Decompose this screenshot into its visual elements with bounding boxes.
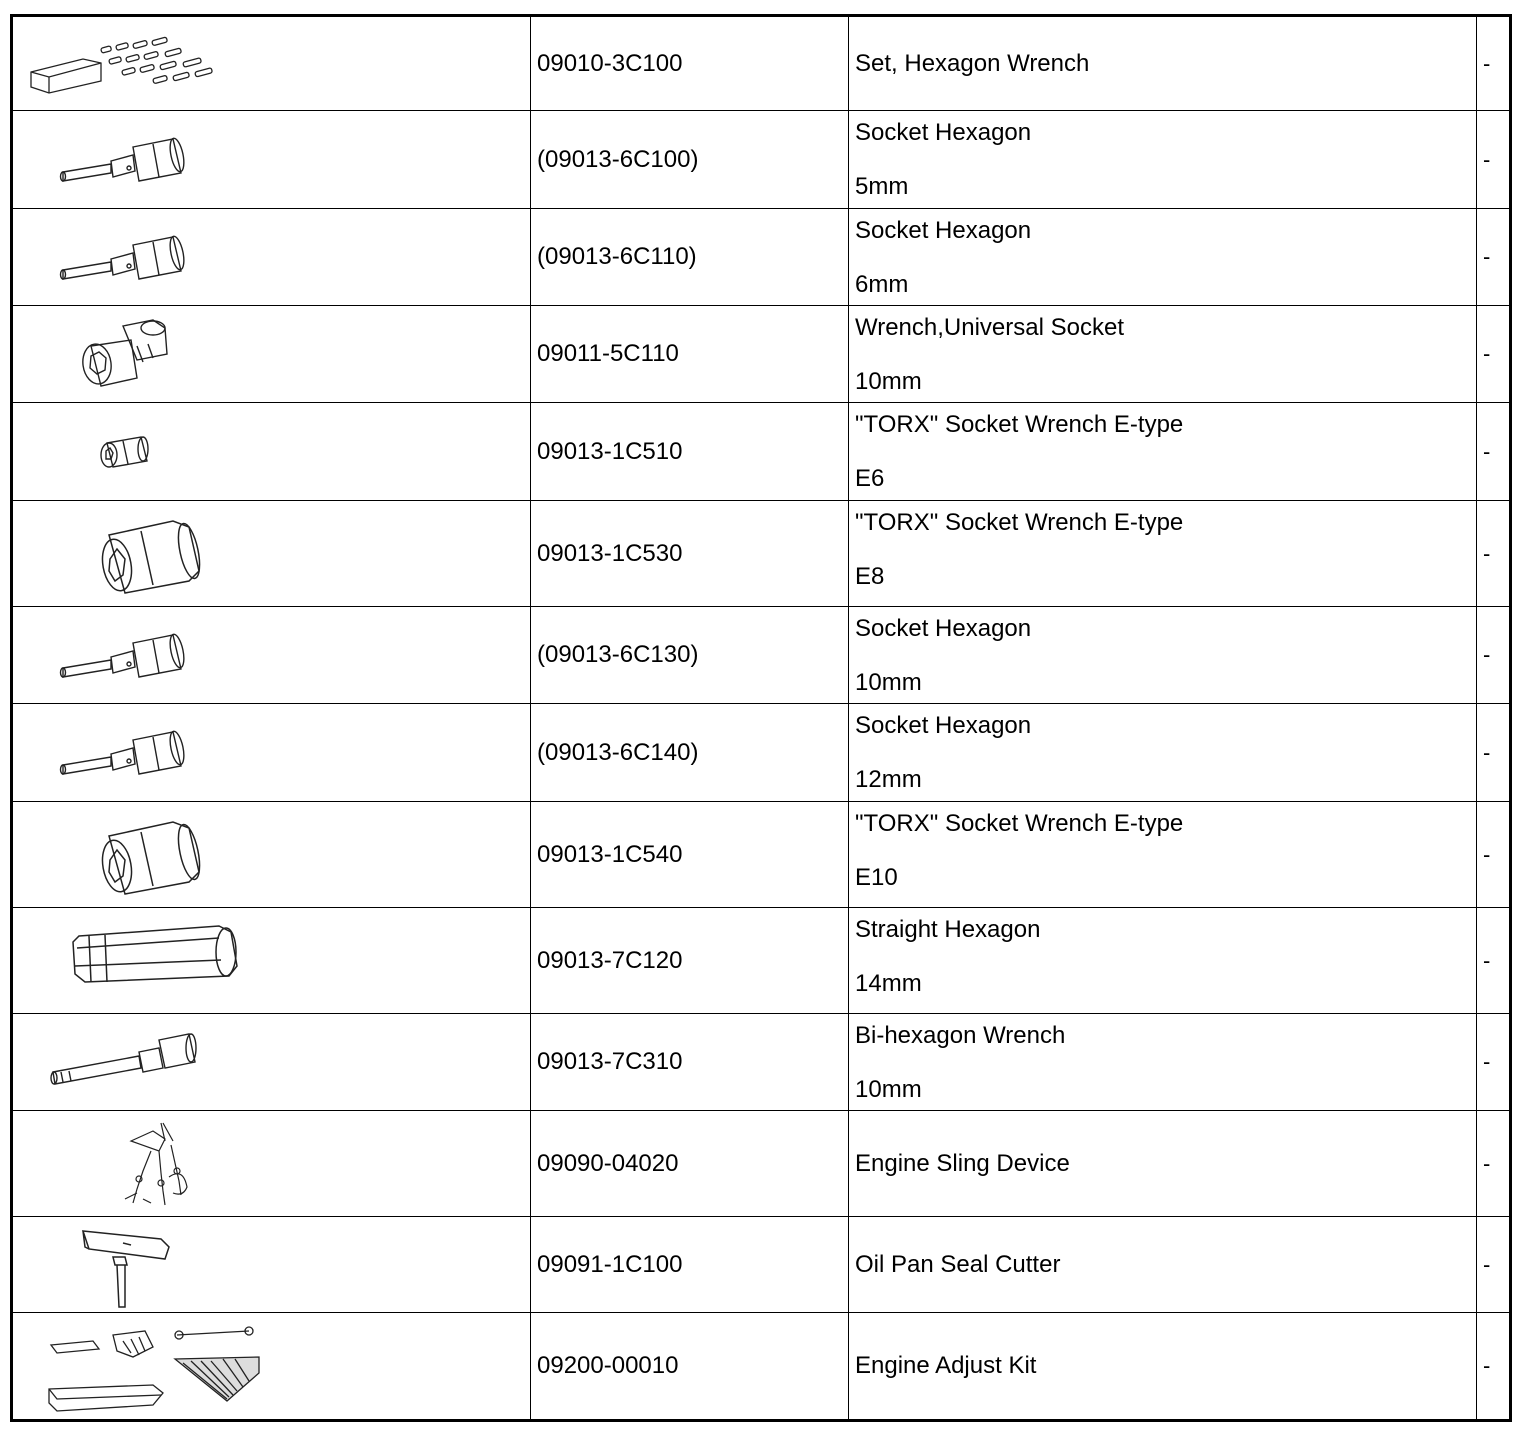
part-number-cell	[531, 704, 849, 801]
description-cell	[849, 1217, 1477, 1312]
quantity-cell	[1477, 704, 1509, 801]
table-row	[13, 209, 1509, 306]
tool-description: Socket Hexagon	[855, 712, 1032, 739]
description-cell	[849, 111, 1477, 208]
special-tools-table	[10, 14, 1512, 1422]
tool-size: 10mm	[855, 669, 922, 696]
quantity-value: -	[1483, 947, 1491, 973]
tool-image-cell	[13, 1313, 531, 1419]
table-row	[13, 306, 1509, 403]
quantity-cell	[1477, 1111, 1509, 1216]
part-number-cell	[531, 17, 849, 110]
quantity-value: -	[1483, 1251, 1491, 1277]
table-row	[13, 908, 1509, 1014]
part-number: (09013-6C130)	[537, 641, 699, 668]
description-cell	[849, 802, 1477, 907]
part-number-cell	[531, 1217, 849, 1312]
tool-description: Oil Pan Seal Cutter	[855, 1250, 1061, 1278]
tool-size: 5mm	[855, 173, 909, 200]
tool-image-cell	[13, 908, 531, 1013]
table-row	[13, 607, 1509, 704]
tool-description: Bi-hexagon Wrench	[855, 1022, 1066, 1049]
description-cell	[849, 17, 1477, 110]
tool-image-cell	[13, 704, 531, 801]
table-row	[13, 1313, 1509, 1419]
tool-description: Socket Hexagon	[855, 119, 1032, 146]
tool-image-cell	[13, 17, 531, 110]
tool-size: E10	[855, 864, 898, 891]
part-number-cell	[531, 1014, 849, 1110]
tool-description: Engine Adjust Kit	[855, 1352, 1037, 1379]
description-cell	[849, 704, 1477, 801]
description-cell	[849, 1313, 1477, 1419]
table-row	[13, 403, 1509, 501]
part-number: 09013-1C530	[537, 539, 683, 567]
quantity-value: -	[1483, 438, 1491, 464]
part-number-cell	[531, 1111, 849, 1216]
tool-image-cell	[13, 209, 531, 305]
description-cell	[849, 501, 1477, 606]
table-row	[13, 111, 1509, 209]
tool-description: Engine Sling Device	[855, 1149, 1070, 1177]
quantity-cell	[1477, 1313, 1509, 1419]
quantity-cell	[1477, 403, 1509, 500]
table-row	[13, 704, 1509, 802]
part-number-cell	[531, 802, 849, 907]
part-number: 09013-1C510	[537, 437, 683, 465]
quantity-value: -	[1483, 1353, 1491, 1378]
quantity-cell	[1477, 111, 1509, 208]
tool-description: Wrench,Universal Socket	[855, 314, 1124, 341]
part-number-cell	[531, 501, 849, 606]
tool-description: Straight Hexagon	[855, 916, 1041, 943]
part-number: 09091-1C100	[537, 1250, 683, 1278]
quantity-value: -	[1483, 841, 1491, 867]
part-number-cell	[531, 607, 849, 703]
description-cell	[849, 306, 1477, 402]
quantity-value: -	[1483, 1150, 1491, 1176]
part-number-cell	[531, 209, 849, 305]
tool-size: E6	[855, 465, 885, 492]
table-row	[13, 17, 1509, 111]
part-number: 09200-00010	[537, 1352, 679, 1379]
tool-image-cell	[13, 802, 531, 907]
part-number: (09013-6C100)	[537, 145, 699, 173]
part-number-cell	[531, 306, 849, 402]
tool-image-cell	[13, 403, 531, 500]
quantity-cell	[1477, 908, 1509, 1013]
tool-description: Socket Hexagon	[855, 615, 1032, 642]
quantity-value: -	[1483, 50, 1491, 76]
tool-image-cell	[13, 1111, 531, 1216]
tool-description: Socket Hexagon	[855, 217, 1032, 244]
quantity-value: -	[1483, 642, 1491, 667]
part-number: (09013-6C110)	[537, 243, 697, 270]
quantity-value: -	[1483, 1049, 1491, 1074]
quantity-cell	[1477, 17, 1509, 110]
description-cell	[849, 908, 1477, 1013]
part-number: 09011-5C110	[537, 340, 679, 367]
part-number: 09013-7C310	[537, 1048, 683, 1075]
table-row	[13, 501, 1509, 607]
tool-image-cell	[13, 607, 531, 703]
description-cell	[849, 1014, 1477, 1110]
tool-size: 6mm	[855, 271, 909, 298]
part-number: 09010-3C100	[537, 49, 683, 77]
tool-image-cell	[13, 306, 531, 402]
quantity-cell	[1477, 501, 1509, 606]
tool-size: 12mm	[855, 766, 922, 793]
quantity-value: -	[1483, 540, 1491, 566]
table-row	[13, 1014, 1509, 1111]
tool-image-cell	[13, 1014, 531, 1110]
tool-size: E8	[855, 563, 885, 590]
tool-description: "TORX" Socket Wrench E-type	[855, 810, 1184, 837]
part-number: (09013-6C140)	[537, 738, 699, 766]
quantity-value: -	[1483, 341, 1491, 366]
quantity-cell	[1477, 1014, 1509, 1110]
tool-description: "TORX" Socket Wrench E-type	[855, 411, 1184, 438]
quantity-cell	[1477, 607, 1509, 703]
table-row	[13, 802, 1509, 908]
tool-size: 14mm	[855, 970, 922, 997]
tool-description: Set, Hexagon Wrench	[855, 49, 1090, 77]
part-number: 09013-7C120	[537, 946, 683, 974]
part-number: 09013-1C540	[537, 840, 683, 868]
quantity-cell	[1477, 306, 1509, 402]
table-row	[13, 1217, 1509, 1313]
tool-description: "TORX" Socket Wrench E-type	[855, 509, 1184, 536]
quantity-value: -	[1483, 739, 1491, 765]
quantity-cell	[1477, 209, 1509, 305]
part-number-cell	[531, 111, 849, 208]
table-row	[13, 1111, 1509, 1217]
description-cell	[849, 209, 1477, 305]
part-number-cell	[531, 1313, 849, 1419]
description-cell	[849, 1111, 1477, 1216]
quantity-cell	[1477, 1217, 1509, 1312]
tool-size: 10mm	[855, 368, 922, 395]
tool-image-cell	[13, 501, 531, 606]
tool-image-cell	[13, 1217, 531, 1312]
tool-image-cell	[13, 111, 531, 208]
description-cell	[849, 607, 1477, 703]
quantity-value: -	[1483, 244, 1491, 269]
tool-size: 10mm	[855, 1076, 922, 1103]
part-number: 09090-04020	[537, 1149, 679, 1177]
description-cell	[849, 403, 1477, 500]
quantity-value: -	[1483, 146, 1491, 172]
quantity-cell	[1477, 802, 1509, 907]
part-number-cell	[531, 403, 849, 500]
part-number-cell	[531, 908, 849, 1013]
